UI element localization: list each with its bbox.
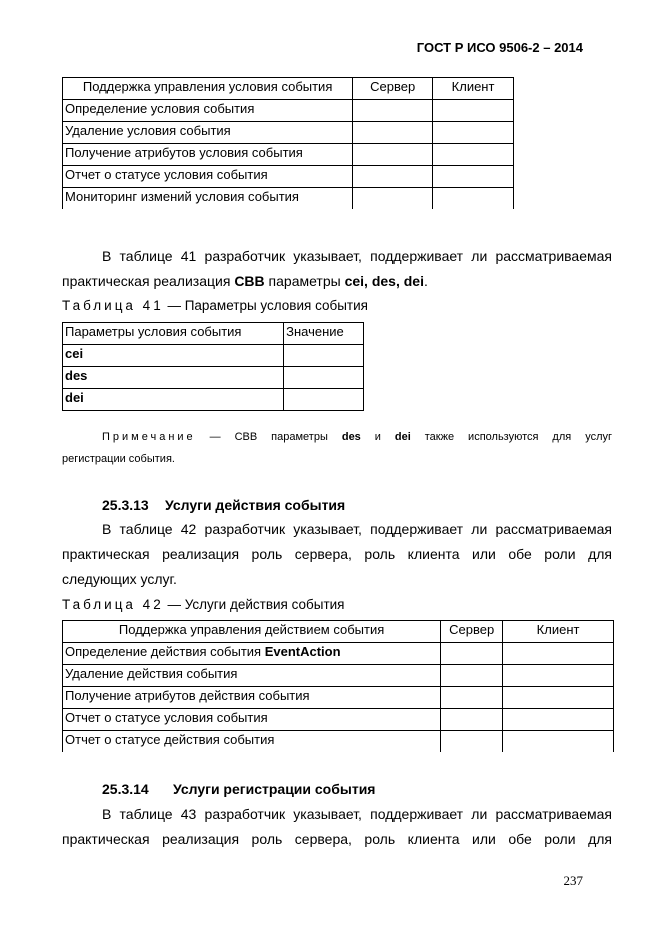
service-name: Отчет о статусе действия события — [63, 731, 441, 753]
parameter-name: dei — [63, 389, 284, 411]
column-header-server: Сервер — [353, 78, 433, 100]
table-row — [63, 166, 514, 188]
table41-caption: Таблица 41 — Параметры условия события — [62, 298, 368, 313]
paragraph-line: В таблице 41 разработчик указывает, поддерживает ли рассматриваемая — [102, 248, 612, 264]
column-header-client: Клиент — [433, 78, 514, 100]
table-row — [63, 665, 614, 687]
section-heading-25-3-13 — [102, 497, 345, 513]
service-name: Отчет о статусе условия события — [63, 709, 441, 731]
table-row — [63, 100, 514, 122]
paragraph-table43-intro — [62, 802, 612, 852]
table-row — [63, 687, 614, 709]
table-row — [63, 731, 614, 753]
table41-event-condition-parameters — [62, 322, 364, 411]
service-name: Мониторинг измений условия события — [63, 188, 353, 210]
service-name: Получение атрибутов действия события — [63, 687, 441, 709]
paragraph-table41-intro — [62, 244, 612, 294]
section-number: 25.3.13 — [102, 497, 149, 513]
paragraph-line: практическая реализация роль сервера, роль клиента или обе роли для — [62, 831, 612, 847]
note-line: Примечание — СВВ параметры des и dei также используются для услуг — [102, 431, 612, 443]
note — [62, 426, 612, 470]
service-name: Удаление действия события — [63, 665, 441, 687]
section-title: Услуги регистрации события — [173, 781, 376, 797]
section-heading-25-3-14 — [102, 781, 375, 797]
column-header-client: Клиент — [503, 621, 614, 643]
column-header-value: Значение — [284, 323, 364, 345]
column-header: Поддержка управления действием события — [63, 621, 441, 643]
parameter-name: des — [63, 367, 284, 389]
column-header: Поддержка управления условия события — [63, 78, 353, 100]
table-header-row — [63, 323, 364, 345]
section-title: Услуги действия события — [165, 497, 346, 513]
table-header-row — [63, 621, 614, 643]
table-row — [63, 367, 364, 389]
paragraph-line: В таблице 42 разработчик указывает, поддерживает ли рассматриваемая — [102, 521, 612, 537]
table42-caption: Таблица 42 — Услуги действия события — [62, 597, 345, 612]
paragraph-table42-intro — [62, 517, 612, 592]
service-name: Определение действия события EventAction — [63, 643, 441, 665]
table-row — [63, 643, 614, 665]
table-row — [63, 389, 364, 411]
paragraph-line: практическая реализация СВВ параметры cei, des, dei. — [62, 273, 428, 289]
table-row — [63, 345, 364, 367]
note-line: регистрации события. — [62, 453, 175, 465]
parameter-name: cei — [63, 345, 284, 367]
table42-event-action-services — [62, 620, 614, 752]
document-header: ГОСТ Р ИСО 9506-2 – 2014 — [416, 40, 583, 55]
table-row — [63, 188, 514, 210]
paragraph-line: практическая реализация роль сервера, роль клиента или обе роли для — [62, 546, 612, 562]
section-number: 25.3.14 — [102, 781, 149, 797]
service-name: Получение атрибутов условия события — [63, 144, 353, 166]
service-name: Определение условия события — [63, 100, 353, 122]
event-condition-support-table — [62, 77, 514, 209]
table-row — [63, 122, 514, 144]
table-header-row — [63, 78, 514, 100]
column-header: Параметры условия события — [63, 323, 284, 345]
table-row — [63, 709, 614, 731]
service-name: Отчет о статусе условия события — [63, 166, 353, 188]
page-number: 237 — [563, 873, 583, 888]
service-name: Удаление условия события — [63, 122, 353, 144]
column-header-server: Сервер — [441, 621, 503, 643]
table-row — [63, 144, 514, 166]
paragraph-line: В таблице 43 разработчик указывает, поддерживает ли рассматриваемая — [102, 806, 612, 822]
paragraph-line: следующих услуг. — [62, 571, 177, 587]
